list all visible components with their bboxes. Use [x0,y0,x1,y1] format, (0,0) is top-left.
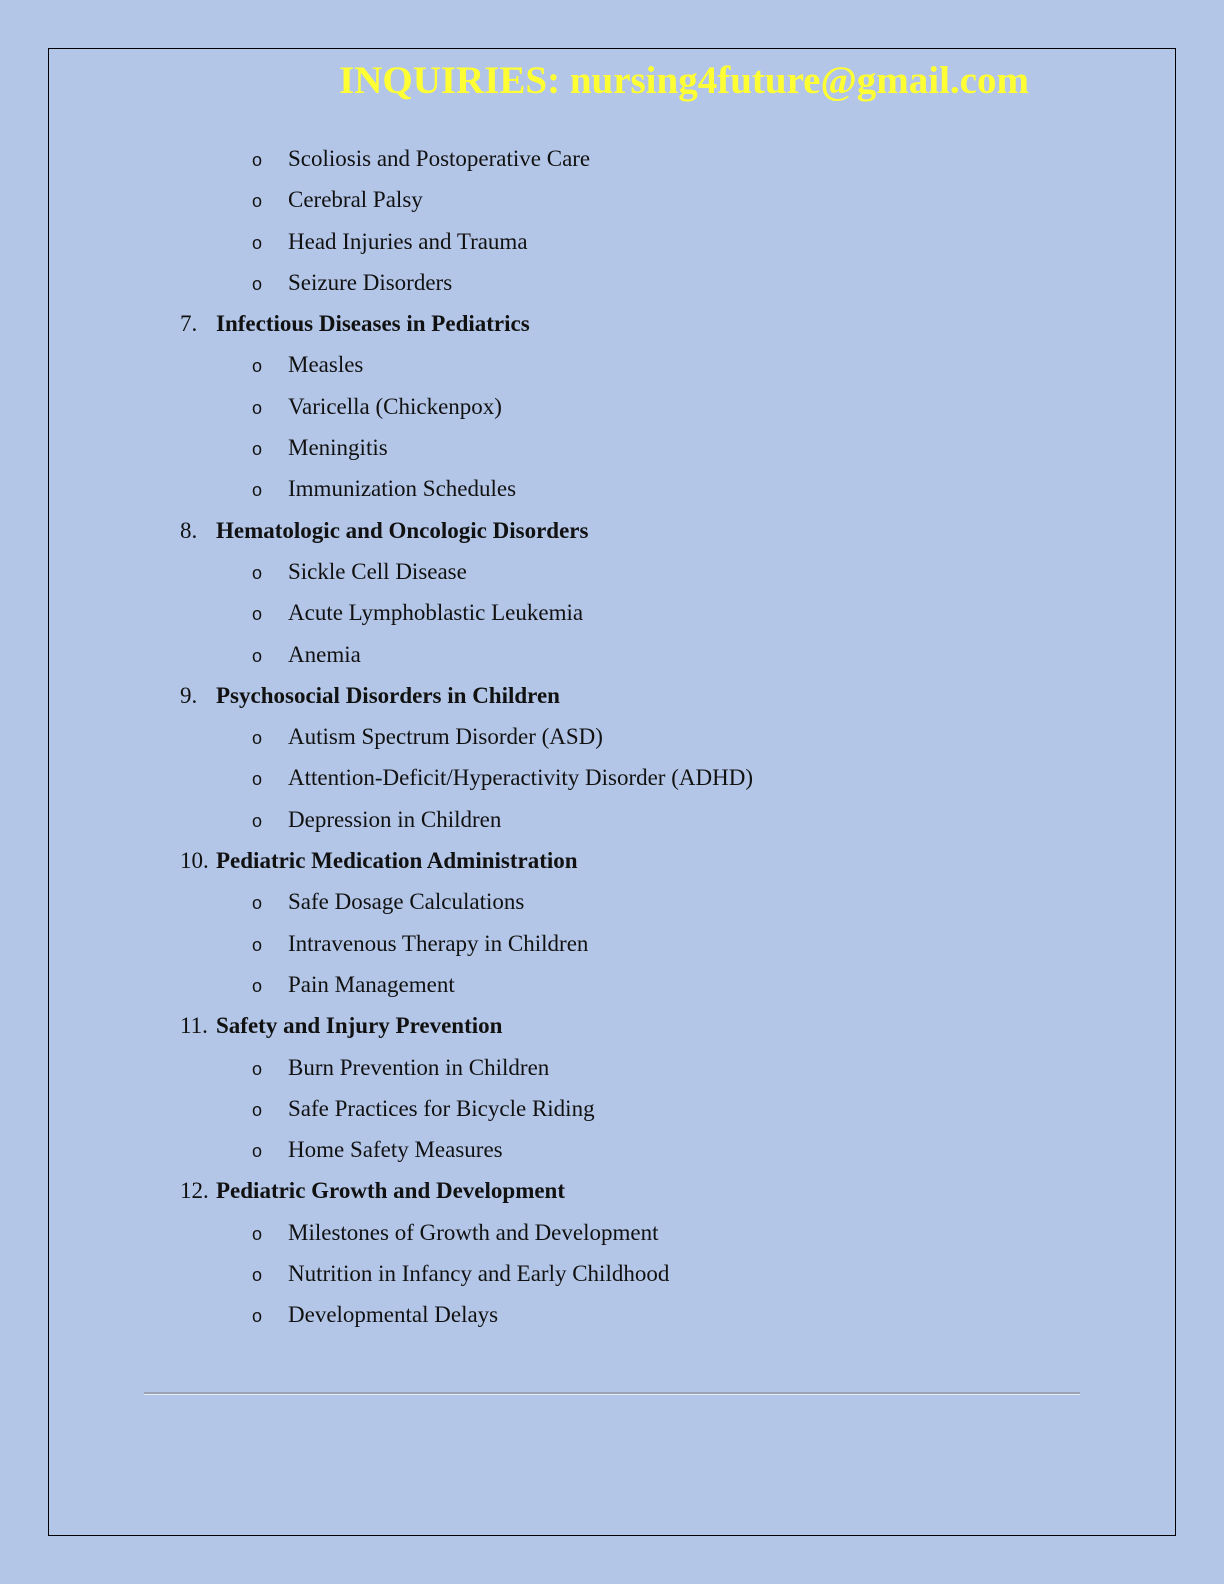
list-item-text: Sickle Cell Disease [288,558,467,584]
section-number: 8. [180,517,198,543]
list-item [0,757,1224,798]
bullet-icon: o [252,232,263,253]
list-item [0,592,1224,633]
section-title: Infectious Diseases in Pediatrics [216,311,530,337]
bullet-icon: o [252,1058,263,1079]
bullet-icon: o [252,480,263,501]
list-item-text: Depression in Children [288,806,502,832]
section-title: Pediatric Growth and Development [216,1178,566,1204]
list-item [0,634,1224,675]
bullet-icon: o [252,1265,263,1286]
bullet-icon: o [252,356,263,377]
section-heading [0,675,1224,716]
inquiries-header: INQUIRIES: nursing4future@gmail.com [339,59,1029,102]
bullet-icon: o [252,562,263,583]
bullet-icon: o [252,1141,263,1162]
list-item-text: Pain Management [288,971,455,997]
bullet-icon: o [252,934,263,955]
bullet-icon: o [252,810,263,831]
list-item [0,179,1224,220]
section-heading [0,510,1224,551]
list-item [0,262,1224,303]
list-item [0,427,1224,468]
section-title: Psychosocial Disorders in Children [216,682,560,708]
list-item-text: Safe Practices for Bicycle Riding [288,1095,595,1121]
bullet-icon: o [252,604,263,625]
list-item-text: Anemia [288,641,361,667]
list-item [0,221,1224,262]
list-item [0,923,1224,964]
section-title: Pediatric Medication Administration [216,848,578,874]
list-item-text: Autism Spectrum Disorder (ASD) [288,724,603,750]
bullet-icon: o [252,893,263,914]
list-item [0,468,1224,509]
section-number: 10. [180,848,209,874]
list-item-text: Home Safety Measures [288,1137,503,1163]
list-item [0,386,1224,427]
list-item [0,964,1224,1005]
list-item [0,1253,1224,1294]
list-item [0,1129,1224,1170]
section-heading [0,1005,1224,1046]
bullet-icon: o [252,397,263,418]
list-item [0,344,1224,385]
list-item-text: Developmental Delays [288,1302,499,1328]
list-item-text: Milestones of Growth and Development [288,1219,659,1245]
list-item-text: Burn Prevention in Children [288,1054,550,1080]
horizontal-rule [144,1392,1080,1395]
list-item [0,551,1224,592]
list-item [0,1088,1224,1129]
bullet-icon: o [252,150,263,170]
list-item-text: Intravenous Therapy in Children [288,930,589,956]
list-item-text: Measles [288,352,364,378]
bullet-icon: o [252,439,263,460]
bullet-icon: o [252,728,263,749]
list-item-text: Scoliosis and Postoperative Care [288,146,591,171]
bullet-icon: o [252,1306,263,1327]
list-item [0,1047,1224,1088]
list-item [0,1294,1224,1335]
list-item-text: Nutrition in Infancy and Early Childhood [288,1261,670,1287]
bullet-icon: o [252,1223,263,1244]
list-item-text: Head Injuries and Trauma [288,228,528,254]
list-item [0,1212,1224,1253]
bullet-icon: o [252,273,263,294]
section-title: Safety and Injury Prevention [216,1013,503,1039]
section-title: Hematologic and Oncologic Disorders [216,517,589,543]
section-heading [0,303,1224,344]
bullet-icon: o [252,645,263,666]
section-heading [0,1170,1224,1211]
list-item-text: Immunization Schedules [288,476,517,502]
section-number: 11. [180,1013,208,1039]
bullet-icon: o [252,191,263,212]
list-item-text: Attention-Deficit/Hyperactivity Disorder (ADHD) [288,765,753,791]
section-number: 7. [180,311,198,337]
list-item-text: Safe Dosage Calculations [288,889,525,915]
list-item-text: Varicella (Chickenpox) [288,393,502,419]
bullet-icon: o [252,1099,263,1120]
list-item [0,716,1224,757]
list-item [0,138,1224,179]
topic-list [0,138,1224,1336]
bullet-icon: o [252,769,263,790]
section-number: 9. [180,682,198,708]
list-item-text: Meningitis [288,435,388,461]
list-item-text: Acute Lymphoblastic Leukemia [288,600,584,626]
list-item [0,881,1224,922]
bullet-icon: o [252,975,263,996]
list-item-text: Seizure Disorders [288,269,453,295]
list-item [0,799,1224,840]
list-item-text: Cerebral Palsy [288,187,423,213]
section-number: 12. [180,1178,209,1204]
section-heading [0,840,1224,881]
